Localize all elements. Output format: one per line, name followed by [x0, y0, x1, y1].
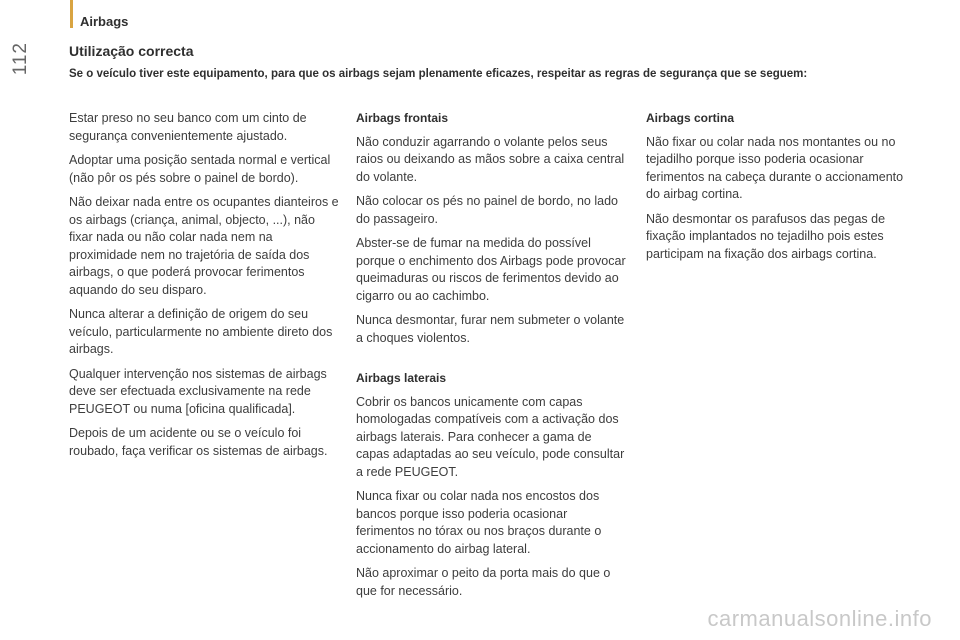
section-intro: Se o veículo tiver este equipamento, para que os airbags sejam plenamente eficazes, respeitar as regras de segurança que se seguem:	[69, 68, 808, 80]
spacer	[356, 354, 628, 370]
section-title: Utilização correcta	[69, 43, 194, 59]
paragraph: Cobrir os bancos unicamente com capas homologadas compatíveis com a activação dos airbags laterais. Para conhecer a gama de capas adaptadas ao seu veículo, pode consultar a rede PEUGEOT.	[356, 394, 625, 479]
chapter-title: Airbags	[80, 14, 129, 29]
paragraph: Não deixar nada entre os ocupantes dianteiros e os airbags (criança, animal, objecto, ...), não fixar nada ou não colar nada nem na proximidade nem no trajetória de saída dos airbags, o que poderá provocar ferimentos aquando do seu disparo.	[69, 195, 339, 297]
paragraph: Qualquer intervenção nos sistemas de airbags deve ser efectuada exclusivamente na rede PEUGEOT ou numa [oficina qualificada].	[69, 366, 327, 416]
paragraph: Não colocar os pés no painel de bordo, no lado do passageiro.	[356, 194, 618, 226]
paragraph: Não aproximar o peito da porta mais do que o que for necessário.	[356, 566, 611, 598]
heading-curtain-airbags: Airbags cortina	[646, 111, 735, 125]
watermark-text: carmanualsonline.info	[707, 606, 932, 631]
page-number: 112	[10, 42, 31, 76]
paragraph: Estar preso no seu banco com um cinto de segurança convenientemente ajustado.	[69, 111, 307, 143]
paragraph: Não conduzir agarrando o volante pelos seus raios ou deixando as mãos sobre a caixa central do volante.	[356, 134, 625, 184]
paragraph: Não desmontar os parafusos das pegas de fixação implantados no tejadilho pois estes participam na fixação dos airbags cortina.	[646, 211, 886, 261]
column-general	[69, 110, 341, 467]
paragraph: Nunca alterar a definição de origem do seu veículo, particularmente no ambiente direto dos airbags.	[69, 307, 333, 356]
heading-side-airbags: Airbags laterais	[356, 371, 447, 385]
paragraph: Depois de um acidente ou se o veículo foi roubado, faça verificar os sistemas de airbags.	[69, 426, 328, 458]
column-curtain-airbags	[646, 110, 918, 270]
paragraph: Nunca fixar ou colar nada nos encostos dos bancos porque isso poderia ocasionar ferimentos no tórax ou nos braços durante o accionamento do airbag lateral.	[356, 489, 602, 556]
chapter-accent-bar	[70, 0, 73, 28]
paragraph: Nunca desmontar, furar nem submeter o volante a choques violentos.	[356, 313, 625, 345]
paragraph: Não fixar ou colar nada nos montantes ou no tejadilho porque isso poderia ocasionar ferimentos na cabeça durante o accionamento do airbag cortina.	[646, 134, 904, 201]
column-front-side-airbags	[356, 110, 628, 607]
paragraph: Adoptar uma posição sentada normal e vertical (não pôr os pés sobre o painel de bordo).	[69, 153, 331, 185]
heading-front-airbags: Airbags frontais	[356, 111, 449, 125]
paragraph: Abster-se de fumar na medida do possível porque o enchimento dos Airbags pode provocar queimaduras ou riscos de ferimentos devido ao cigarro ou ao cachimbo.	[356, 236, 626, 303]
